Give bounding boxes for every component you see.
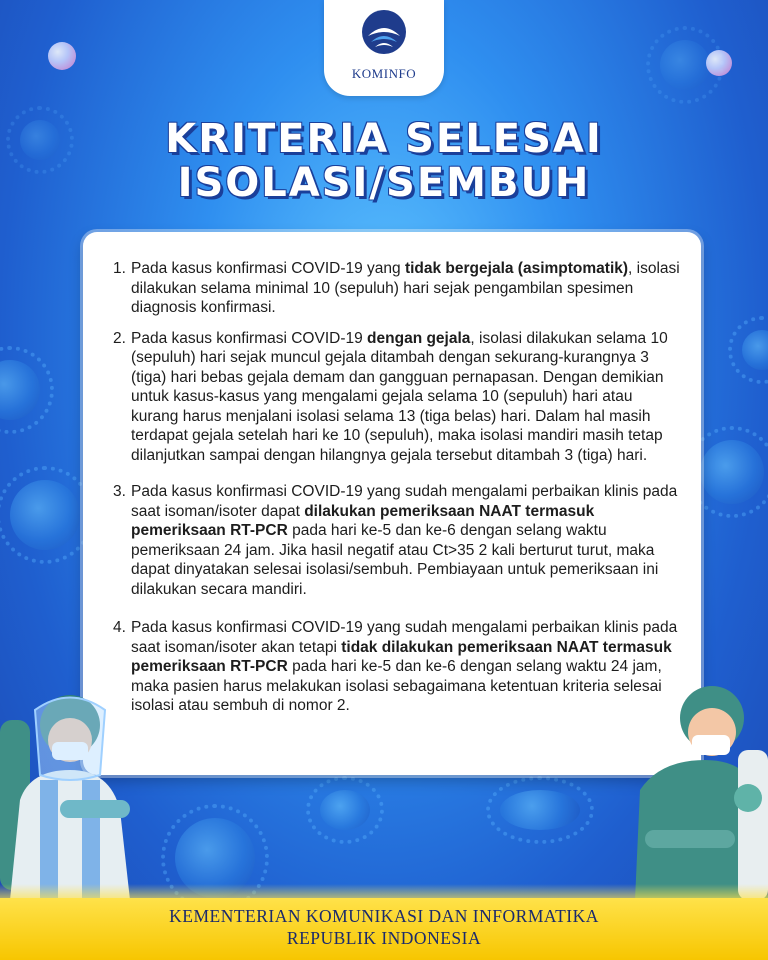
item-text: pada hari ke-5 dan ke-6 dengan selang waktu 24 jam, maka pasien harus melakukan isolasi sebagaimana ketentuan kriteria selesai isolasi atau sembuh di nomor 2. bbox=[131, 658, 662, 714]
footer-line-2: REPUBLIK INDONESIA bbox=[286, 928, 482, 948]
virus-decoration-icon bbox=[10, 480, 80, 550]
item-text: Pada kasus konfirmasi COVID-19 bbox=[131, 329, 368, 347]
item-text: Pada kasus konfirmasi COVID-19 yang bbox=[131, 260, 405, 277]
content-card bbox=[83, 232, 701, 775]
brand-name: KOMINFO bbox=[351, 66, 417, 81]
criteria-list bbox=[113, 259, 681, 716]
virus-decoration-icon bbox=[500, 790, 580, 830]
virus-decoration-icon bbox=[0, 360, 40, 420]
virus-decoration-icon bbox=[660, 40, 710, 90]
criteria-item bbox=[113, 259, 681, 318]
kominfo-badge bbox=[324, 0, 444, 96]
item-bold-text: tidak dilakukan pemeriksaan NAAT termasuk pemeriksaan RT-PCR bbox=[131, 638, 672, 675]
footer-line-1: KEMENTERIAN KOMUNIKASI DAN INFORMATIKA bbox=[169, 906, 599, 926]
health-worker-left-icon bbox=[0, 680, 150, 900]
item-bold-text: dengan gejala bbox=[367, 329, 471, 347]
item-bold-text: dilakukan pemeriksaan NAAT termasuk pemeriksaan RT-PCR bbox=[131, 502, 595, 539]
criteria-item bbox=[113, 482, 681, 599]
kominfo-logo-icon bbox=[360, 8, 408, 56]
item-text: , isolasi dilakukan selama 10 (sepuluh) hari sejak muncul gejala ditambah dengan sekurang-kurangnya 3 (tiga) hari bebas gejala demam dan gangguan pernapasan. Dengan demikian untuk kasus-kasus yang mengalami gejala selama 10 (sepuluh) hari atau kurang harus menjalani isolasi selama 13 (tiga belas) hari. Dalam hal masih terdapat gejala setelah hari ke 10 (sepuluh), maka isolasi mandiri masih tetap dilanjutkan sampai dengan hilangnya gejala tersebut ditambah 3 (tiga) hari. bbox=[131, 329, 668, 464]
bubble-decoration-icon bbox=[706, 50, 732, 76]
health-worker-right-icon bbox=[620, 680, 768, 900]
item-number: 4. bbox=[113, 619, 126, 636]
item-text: Pada kasus konfirmasi COVID-19 yang sudah mengalami perbaikan klinis pada saat isoman/isoter dapat bbox=[131, 483, 678, 520]
bubble-decoration-icon bbox=[48, 42, 76, 70]
item-bold-text: tidak bergejala (asimptomatik) bbox=[404, 260, 629, 277]
virus-decoration-icon bbox=[700, 440, 764, 504]
title-line-1: KRITERIA SELESAI bbox=[165, 116, 603, 162]
title-line-2: ISOLASI/SEMBUH bbox=[177, 160, 591, 206]
item-text: Pada kasus konfirmasi COVID-19 yang sudah mengalami perbaikan klinis pada saat isoman/isoter akan tetapi bbox=[131, 619, 678, 656]
item-text: pada hari ke-5 dan ke-6 dengan selang waktu pemeriksaan 24 jam. Jika hasil negatif atau Ct>35 2 kali berturut turut, maka dapat dinyatakan selesai isolasi/sembuh. Pembiayaan untuk pemeriksaan ini dilakukan secara mandiri. bbox=[131, 522, 659, 598]
virus-decoration-icon bbox=[320, 790, 370, 830]
item-text: , isolasi dilakukan selama minimal 10 (sepuluh) hari sejak pengambilan spesimen diagnosis konfirmasi. bbox=[131, 260, 680, 316]
criteria-item bbox=[113, 618, 681, 716]
item-number: 3. bbox=[113, 483, 126, 500]
virus-decoration-icon bbox=[742, 330, 768, 370]
item-number: 2. bbox=[113, 329, 126, 347]
criteria-item bbox=[113, 329, 681, 466]
item-number: 1. bbox=[113, 260, 126, 277]
